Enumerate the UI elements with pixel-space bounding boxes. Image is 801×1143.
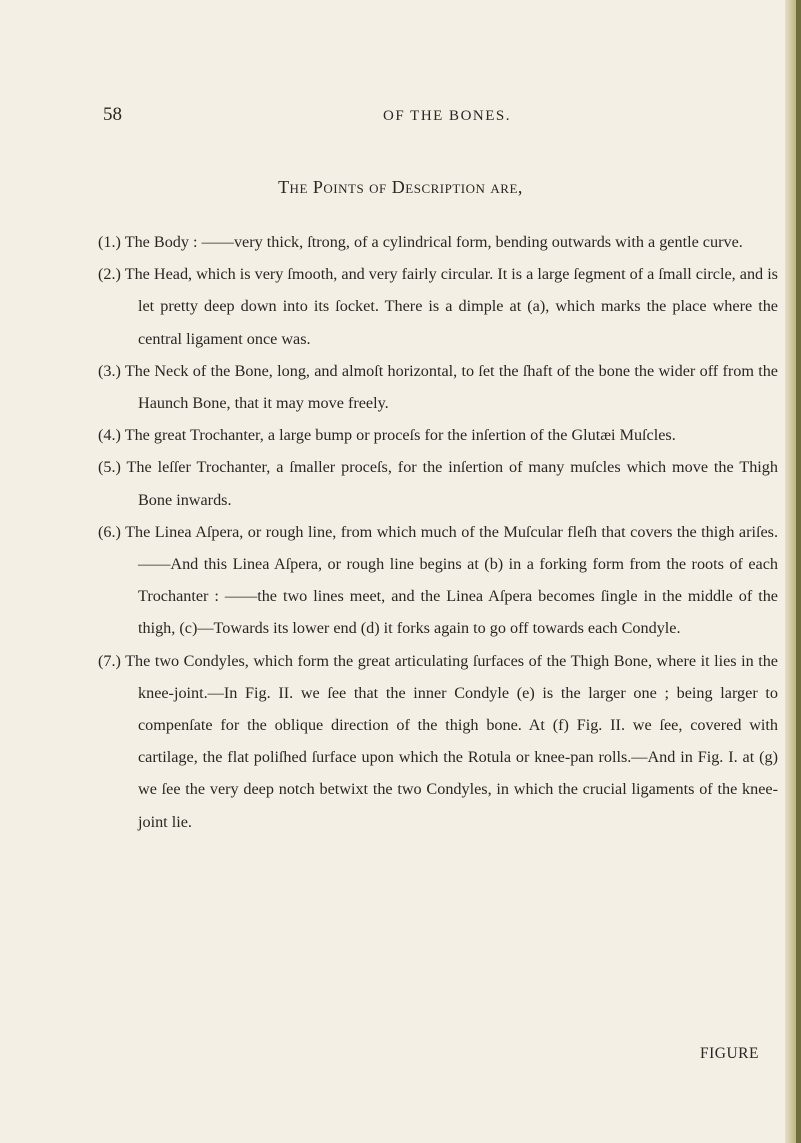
paragraph-text: The Linea Aſpera, or rough line, from which much of the Muſcular fleſh that covers the thigh ariſes.——And this Linea Aſpera, or rough line begins at (b) in a forking form from the roots of each Trochanter : ——the two lines meet, and the Linea Aſpera becomes ſingle in the middle of the thigh, (c)—Towards its lower end (d) it forks again to go off towards each Condyle. <box>125 522 779 638</box>
paragraph-text: The great Trochanter, a large bump or proceſs for the inſertion of the Glutæi Muſcles. <box>124 426 676 445</box>
section-title: The Points of Description are, <box>278 177 523 197</box>
paragraph-number: (2.) <box>98 265 121 284</box>
paragraph-number: (5.) <box>98 458 121 477</box>
page-binding-edge <box>796 0 801 1143</box>
paragraph-number: (4.) <box>98 426 121 445</box>
paragraph-number: (6.) <box>98 522 121 541</box>
body-text <box>98 226 779 838</box>
paragraph-7 <box>98 645 778 838</box>
running-head: OF THE BONES. <box>383 108 511 124</box>
page-header <box>0 104 801 128</box>
paragraph-6 <box>98 516 779 645</box>
paragraph-text: The Neck of the Bone, long, and almoſt horizontal, to ſet the ſhaft of the bone the wider off from the Haunch Bone, that it may move freely. <box>124 361 778 413</box>
paragraph-number: (7.) <box>98 651 121 670</box>
paragraph-number: (1.) <box>98 233 121 251</box>
paragraph-2 <box>98 258 778 355</box>
paragraph-1 <box>98 226 778 258</box>
paragraph-3 <box>98 355 778 419</box>
paragraph-text: The two Condyles, which form the great articulating ſurfaces of the Thigh Bone, where it lies in the knee-joint.—In Fig. II. we ſee that the inner Condyle (e) is the larger one ; being larger to compenſate for the oblique direction of the thigh bone. At (f) Fig. II. we ſee, covered with cartilage, the flat poliſhed ſurface upon which the Rotula or knee-pan rolls.—And in Fig. I. at (g) we ſee the very deep notch betwixt the two Condyles, in which the crucial ligaments of the knee-joint lie. <box>125 651 778 831</box>
paragraph-text: The Body : ——very thick, ſtrong, of a cylindrical form, bending outwards with a gentle curve. <box>124 233 743 251</box>
page-number: 58 <box>103 104 122 125</box>
paragraph-text: The Head, which is very ſmooth, and very fairly circular. It is a large ſegment of a ſmall circle, and is let pretty deep down into its ſocket. There is a dimple at (a), which marks the place where the central ligament once was. <box>124 265 778 348</box>
paragraph-4 <box>98 419 778 451</box>
catchword: FIGURE <box>700 1045 759 1062</box>
paragraph-text: The leſſer Trochanter, a ſmaller proceſs, for the inſertion of many muſcles which move the Thigh Bone inwards. <box>126 458 778 509</box>
paragraph-number: (3.) <box>98 361 121 380</box>
paragraph-5 <box>98 451 778 515</box>
